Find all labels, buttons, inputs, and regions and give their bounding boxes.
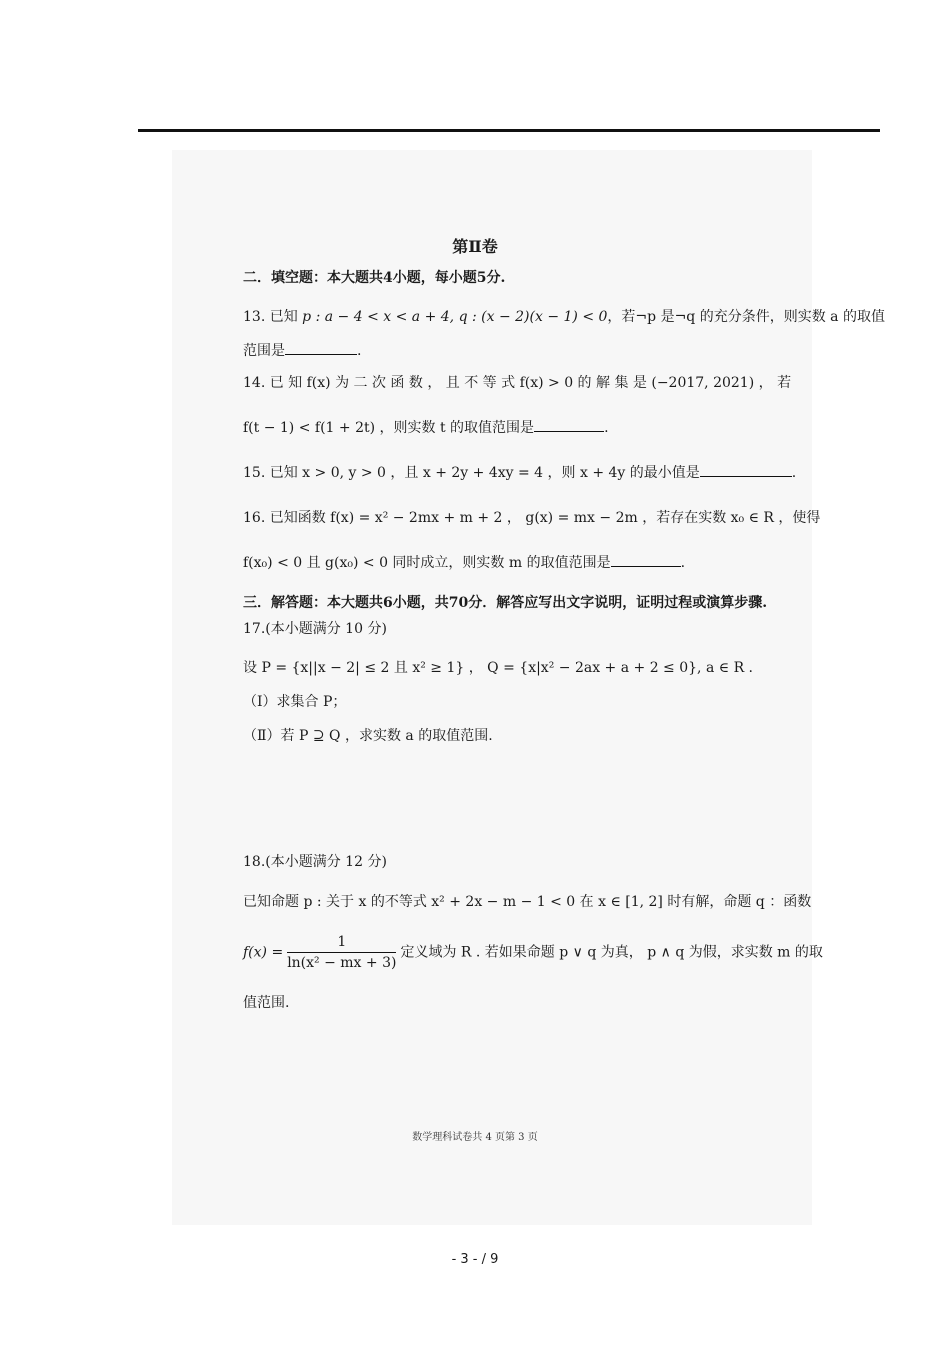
fill-section-header: 二．填空题：本大题共4小题，每小题5分. <box>243 270 506 286</box>
q18-f-lhs: f(x) = <box>243 944 284 961</box>
q13-answer-blank[interactable] <box>285 340 357 355</box>
q13-rest: ，若¬p 是¬q 的充分条件，则实数 a 的取值 <box>607 309 885 325</box>
q17-heading: 17.(本小题满分 10 分) <box>243 621 387 637</box>
q15-line1: 15. 已知 x > 0, y > 0 ，且 x + 2y + 4xy = 4 ，则 x + 4y 的最小值是 . <box>243 462 796 483</box>
q13-line1 <box>243 307 885 327</box>
q18-line2 <box>243 932 823 973</box>
q18-fraction <box>287 932 396 973</box>
q17-part1: （Ⅰ）求集合 P； <box>243 694 347 710</box>
q16-line1: 16. 已知函数 f(x) = x² − 2mx + m + 2 ， g(x) = mx − 2m ，若存在实数 x₀ ∈ R ，使得 <box>243 510 821 526</box>
answer-section-header: 三．解答题：本大题共6小题，共70分．解答应写出文字说明，证明过程或演算步骤. <box>243 595 768 611</box>
q16-line2-text: f(x₀) < 0 且 g(x₀) < 0 同时成立，则实数 m 的取值范围是 <box>243 555 611 571</box>
q17-statement: 设 P = {x||x − 2| ≤ 2 且 x² ≥ 1} ， Q = {x|x² − 2ax + a + 2 ≤ 0}, a ∈ R . <box>243 660 754 676</box>
section-title: 第Ⅱ卷 <box>452 237 498 256</box>
q18-heading: 18.(本小题满分 12 分) <box>243 854 387 870</box>
q18-frac-denominator: ln(x² − mx + 3) <box>287 955 397 971</box>
q18-line1: 已知命题 p : 关于 x 的不等式 x² + 2x − m − 1 < 0 在 x ∈ [1, 2] 时有解，命题 q ：函数 <box>243 894 812 910</box>
q16-answer-blank[interactable] <box>611 552 681 567</box>
q18-frac-numerator: 1 <box>287 932 396 953</box>
q13-line2-text: 范围是 <box>243 343 285 359</box>
q14-line2: f(t − 1) < f(1 + 2t) ，则实数 t 的取值范围是 . <box>243 417 609 438</box>
q18-line2-rest: 定义域为 R . 若如果命题 p ∨ q 为真， p ∧ q 为假，求实数 m 的取 <box>400 944 823 961</box>
q18-line3: 值范围. <box>243 995 290 1011</box>
page-footer: 数学理科试卷共 4 页第 3 页 <box>412 1132 538 1143</box>
page-number: - 3 - / 9 <box>451 1252 499 1267</box>
top-rule <box>138 129 880 132</box>
q15-text: 15. 已知 x > 0, y > 0 ，且 x + 2y + 4xy = 4 ，则 x + 4y 的最小值是 <box>243 465 700 481</box>
q13-prefix: 13. 已知 <box>243 309 303 325</box>
q17-part2: （Ⅱ）若 P ⊇ Q ，求实数 a 的取值范围. <box>243 728 493 744</box>
q14-line2-text: f(t − 1) < f(1 + 2t) ，则实数 t 的取值范围是 <box>243 420 535 436</box>
q16-line2: f(x₀) < 0 且 g(x₀) < 0 同时成立，则实数 m 的取值范围是 . <box>243 552 685 573</box>
q13-math: p : a − 4 < x < a + 4, q : (x − 2)(x − 1) < 0 <box>302 309 608 325</box>
q14-answer-blank[interactable] <box>534 417 604 432</box>
q14-line1: 14. 已 知 f(x) 为 二 次 函 数 ， 且 不 等 式 f(x) > 0 的 解 集 是 (−2017, 2021) ， 若 <box>243 375 792 391</box>
q15-answer-blank[interactable] <box>700 462 792 477</box>
q13-line2: 范围是 . <box>243 340 361 361</box>
